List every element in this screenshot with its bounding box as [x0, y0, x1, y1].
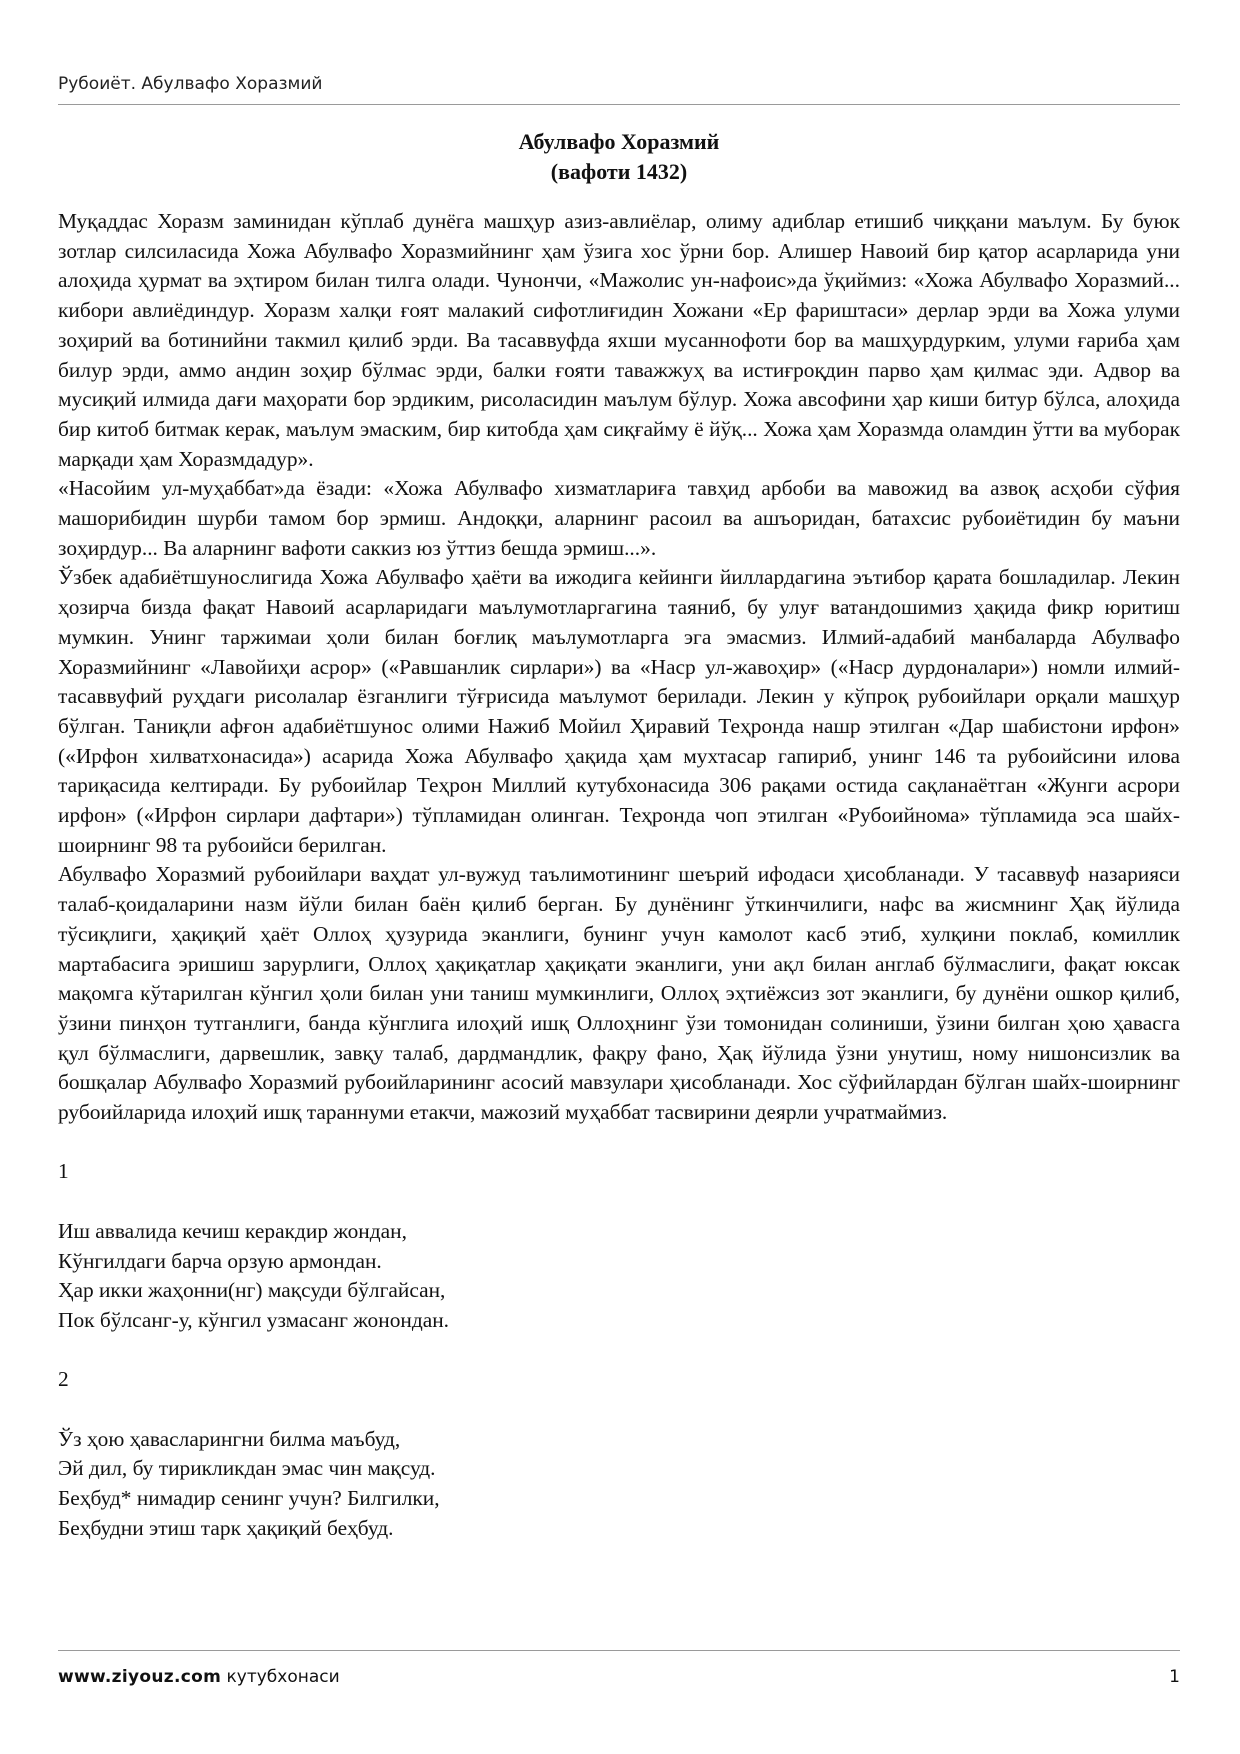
poem-number: 2 — [58, 1367, 69, 1392]
verse-line: Кўнгилдаги барча орзую армондан. — [58, 1248, 382, 1273]
poem-verse — [58, 1217, 1180, 1336]
poem-number: 1 — [58, 1159, 69, 1184]
footer-suffix: кутубхонаси — [221, 1667, 340, 1687]
title-author: Абулвафо Хоразмий — [518, 129, 720, 154]
footer-credit — [58, 1667, 340, 1687]
verse-line: Ўз ҳою ҳавасларингни билма маъбуд, — [58, 1426, 401, 1451]
poem-verse — [58, 1425, 1180, 1544]
footer-site-link[interactable]: www.ziyouz.com — [58, 1667, 222, 1687]
document-title — [58, 127, 1180, 187]
verse-line: Эй дил, бу тирикликдан эмас чин мақсуд. — [58, 1456, 436, 1481]
page-footer — [58, 1650, 1180, 1691]
verse-line: Иш аввалида кечиш керакдир жондан, — [58, 1218, 407, 1243]
title-dates: (вафоти 1432) — [550, 159, 688, 184]
page-number: 1 — [1169, 1667, 1180, 1687]
verse-line: Беҳбудни этиш тарк ҳақиқий беҳбуд. — [58, 1515, 394, 1540]
verse-line: Пок бўлсанг-у, кўнгил узмасанг жонондан. — [58, 1307, 450, 1332]
running-title: Рубоиёт. Абулвафо Хоразмий — [58, 74, 323, 94]
paragraph-nasoyim: «Насойим ул-муҳаббат»да ёзади: «Хожа Абулвафо хизматлариға тавҳид арбоби ва мавожид ва азвоқ асҳоби сўфия машорибидин шурби тамом бор эрмиш. Андоққи, аларнинг расоил ва ашъоридан, батахсис рубоиётидин бу маъни зоҳирдур... Ва аларнинг вафоти саккиз юз ўттиз бешда эрмиш...». — [58, 476, 1180, 560]
paragraph-research: Ўзбек адабиётшунослигида Хожа Абулвафо ҳаёти ва ижодига кейинги йиллардагина эътибор қарата бошладилар. Лекин ҳозирча бизда фақат Навоий асарларидаги маълумотларгагина таяниб, бу улуғ ватандошимиз ҳақида фикр юритиш мумкин. Унинг таржимаи ҳоли билан боғлиқ маълумотларга эга эмасмиз. Илмий-адабий манбаларда Абулвафо Хоразмийнинг «Лавойиҳи асрор» («Равшанлик сирлари») ва «Наср ул-жавоҳир» («Наср дурдоналари») номли илмий-тасаввуфий руҳдаги рисолалар ёзганлиги тўғрисида маълумот берилади. Лекин у кўпроқ рубоийлари орқали машҳур бўлган. Таниқли афғон адабиётшунос олими Нажиб Мойил Ҳиравий Теҳронда нашр этилган «Дар шабистони ирфон» («Ирфон хилватхонасида») асарида Хожа Абулвафо ҳақида ҳам мухтасар гапириб, унинг 146 та рубоийсини илова тариқасида келтиради. Бу рубоийлар Теҳрон Миллий кутубхонасида 306 рақами остида сақланаётган «Жунги асрори ирфон» («Ирфон сирлари дафтари») тўпламидан олинган. Теҳронда чоп этилган «Рубоийнома» тўпламида эса шайх-шоирнинг 98 та рубоийси берилган. — [58, 565, 1180, 857]
paragraph-themes: Абулвафо Хоразмий рубоийлари ваҳдат ул-вужуд таълимотининг шеърий ифодаси ҳисобланади. У тасаввуф назарияси талаб-қоидаларини назм йўли билан баён қилиб берган. Бу дунёнинг ўткинчилиги, нафс ва жисмнинг Ҳақ йўлида тўсиқлиги, ҳақиқий ҳаёт Оллоҳ ҳузурида эканлиги, бунинг учун камолот касб этиб, хулқини поклаб, комиллик мартабасига эришиш зарурлиги, Оллоҳ ҳақиқатлар ҳақиқати эканлиги, уни ақл билан англаб бўлмаслиги, фақат юксак мақомга кўтарилган кўнгил ҳоли билан уни таниш мумкинлиги, Оллоҳ эҳтиёжсиз зот эканлиги, бу дунёни ошкор қилиб, ўзини пинҳон тутганлиги, банда кўнглига илоҳий ишқ Оллоҳнинг ўзи томонидан солиниши, ўзини билган ҳою ҳавасга қул бўлмаслиги, дарвешлик, завқу талаб, дардмандлик, фақру фано, Ҳақ йўлида ўзни унутиш, ному нишонсизлик ва бошқалар Абулвафо Хоразмий рубоийларининг асосий мавзулари ҳисобланади. Хос сўфийлардан бўлган шайх-шоирнинг рубоийларида илоҳий ишқ тараннуми етакчи, мажозий муҳаббат тасвирини деярли учратмаймиз. — [58, 862, 1180, 1125]
page-header — [58, 72, 1180, 105]
paragraph-intro: Муқаддас Хоразм заминидан кўплаб дунёга машҳур азиз-авлиёлар, олиму адиблар етишиб чиққани маълум. Бу буюк зотлар силсиласида Хожа Абулвафо Хоразмийнинг ҳам ўзига хос ўрни бор. Алишер Навоий бир қатор асарларида уни алоҳида ҳурмат ва эҳтиром билан тилга олади. Чунончи, «Мажолис ун-нафоис»да ўқиймиз: «Хожа Абулвафо Хоразмий... кибори авлиёдиндур. Хоразм халқи ғоят малакий сифотлиғидин Хожани «Ер фариштаси» дерлар эрди ва Хожа улуми зоҳирий ва ботинийни такмил қилиб эрди. Ва тасаввуфда яхши мусаннофоти бор ва машҳурдурким, улуми ғариба ҳам билур эрди, аммо андин зоҳир бўлмас эрди, балки ғояти таважжуҳ ва истиғроқдин парво ҳам қилмас эди. Адвор ва мусиқий илмида дағи маҳорати бор эрдиким, рисоласидин маълум бўлур. Хожа авсофини ҳар киши битур бўлса, алоҳида бир китоб битмак керак, маълум эмаским, бир китобда ҳам сиқғайму ё йўқ... Хожа ҳам Хоразмда оламдин ўтти ва муборак марқади ҳам Хоразмдадур». — [58, 209, 1180, 471]
body-text — [58, 207, 1180, 1544]
verse-line: Беҳбуд* нимадир сенинг учун? Билгилки, — [58, 1486, 440, 1511]
verse-line: Ҳар икки жаҳонни(нг) мақсуди бўлгайсан, — [58, 1278, 446, 1303]
